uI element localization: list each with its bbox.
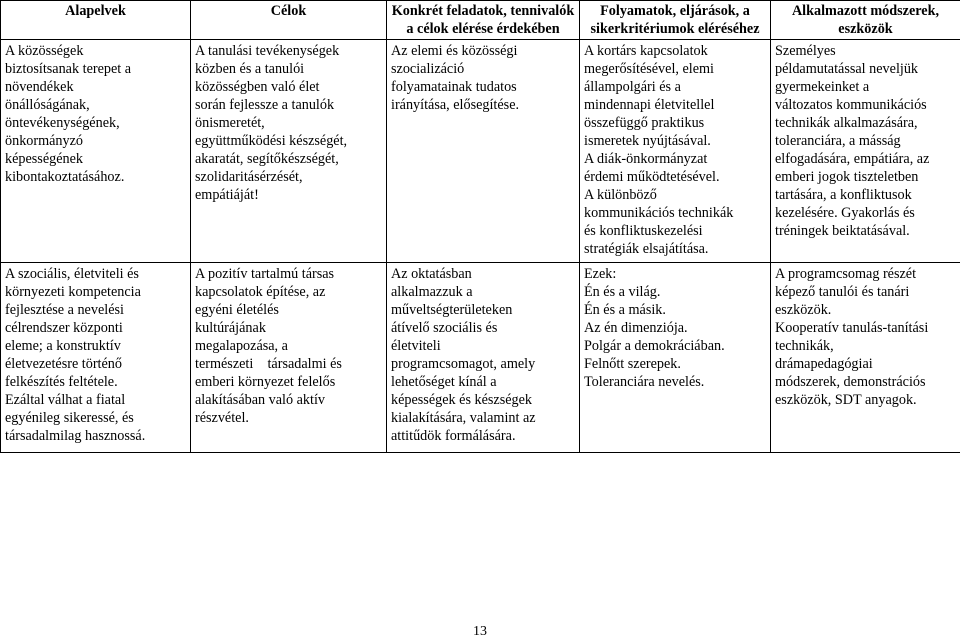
cell-line: részvétel.	[195, 410, 249, 426]
header-processes: Folyamatok, eljárások, a sikerkritériumok eléréséhez	[580, 1, 771, 40]
cell-line: A szociális, életviteli és	[5, 266, 139, 282]
cell-line: önkormányzó	[5, 133, 84, 149]
cell-line: gyermekeinket a	[775, 79, 870, 95]
cell-line: életviteli	[391, 338, 441, 354]
cell-line: eszközök, SDT anyagok.	[775, 392, 917, 408]
cell-line: A tanulási tevékenységek	[195, 43, 340, 59]
cell-method	[771, 263, 960, 453]
cell-line: alakításában való aktív	[195, 392, 326, 408]
cell-line: irányítása, elősegítése.	[391, 97, 520, 113]
cell-line: fejlesztése a nevelési	[5, 302, 124, 318]
cell-line: Az elemi és közösségi	[391, 43, 518, 59]
cell-task	[387, 40, 580, 263]
cell-line: összefüggő praktikus	[584, 115, 705, 131]
cell-line: kultúrájának	[195, 320, 266, 336]
cell-line: közösségben való élet	[195, 79, 320, 95]
cell-principle	[1, 40, 191, 263]
cell-line: kialakítására, valamint az	[391, 410, 536, 426]
cell-line: szocializáció	[391, 61, 465, 77]
cell-line: példamutatással neveljük	[775, 61, 919, 77]
header-principles: Alapelvek	[1, 1, 191, 40]
cell-line: megerősítésével, elemi	[584, 61, 715, 77]
table-row	[1, 40, 960, 263]
cell-principle	[1, 263, 191, 453]
cell-process	[580, 40, 771, 263]
cell-line: eszközök.	[775, 302, 832, 318]
cell-line: A diák-önkormányzat	[584, 151, 708, 167]
cell-line: felkészítés feltétele.	[5, 374, 118, 390]
cell-line: Kooperatív tanulás-tanítási	[775, 320, 929, 336]
header-methods: Alkalmazott módszerek, eszközök	[771, 1, 960, 40]
cell-task	[387, 263, 580, 453]
cell-line: attitűdök formálására.	[391, 428, 516, 444]
cell-line: képező tanulói és tanári	[775, 284, 910, 300]
cell-line: lehetőséget kínál a	[391, 374, 497, 390]
cell-line: emberi környezet felelős	[195, 374, 336, 390]
cell-line: képességek és készségek	[391, 392, 533, 408]
cell-line: mindennapi életvitellel	[584, 97, 715, 113]
cell-line: Toleranciára nevelés.	[584, 374, 705, 390]
cell-line: drámapedagógiai	[775, 356, 873, 372]
cell-line: egyénileg sikeressé, és	[5, 410, 134, 426]
cell-line: Az én dimenziója.	[584, 320, 688, 336]
cell-line: állampolgári és a	[584, 79, 681, 95]
cell-line: szolidaritásérzését,	[195, 169, 303, 185]
cell-line: technikák,	[775, 338, 834, 354]
cell-line: növendékek	[5, 79, 74, 95]
cell-line: eleme; a konstruktív	[5, 338, 121, 354]
cell-line: technikák alkalmazására,	[775, 115, 918, 131]
cell-line: toleranciára, a másság	[775, 133, 901, 149]
table-header-row	[1, 1, 960, 40]
cell-line: életvezetésre történő	[5, 356, 122, 372]
cell-line: változatos kommunikációs	[775, 97, 927, 113]
cell-line: és konfliktuskezelési	[584, 223, 703, 239]
cell-line: Én és a világ.	[584, 284, 661, 300]
cell-line: Én és a másik.	[584, 302, 666, 318]
cell-line: kapcsolatok építése, az	[195, 284, 326, 300]
cell-method	[771, 40, 960, 263]
cell-line: emberi jogok tiszteletben	[775, 169, 919, 185]
cell-line: folyamatainak tudatos	[391, 79, 517, 95]
header-goals: Célok	[191, 1, 387, 40]
cell-line: A különböző	[584, 187, 657, 203]
cell-line: A programcsomag részét	[775, 266, 917, 282]
cell-line: célrendszer központi	[5, 320, 123, 336]
page-number: 13	[473, 624, 487, 639]
cell-line: során fejlessze a tanulók	[195, 97, 335, 113]
cell-line: A kortárs kapcsolatok	[584, 43, 708, 59]
cell-line: Polgár a demokráciában.	[584, 338, 725, 354]
cell-line: közben és a tanulói	[195, 61, 305, 77]
cell-line: természeti társadalmi és	[195, 356, 342, 372]
cell-process	[580, 263, 771, 453]
cell-line: Személyes	[775, 43, 836, 59]
cell-line: együttműködési készségét,	[195, 133, 348, 149]
cell-line: műveltségterületeken	[391, 302, 513, 318]
cell-line: tréningek beiktatásával.	[775, 223, 910, 239]
cell-line: képességének	[5, 151, 83, 167]
cell-line: önállóságának,	[5, 97, 90, 113]
cell-line: környezeti kompetencia	[5, 284, 141, 300]
cell-line: átívelő szociális és	[391, 320, 498, 336]
cell-line: kezelésére. Gyakorlás és	[775, 205, 915, 221]
cell-line: stratégiák elsajátítása.	[584, 241, 709, 257]
cell-goal	[191, 40, 387, 263]
cell-line: Ezáltal válhat a fiatal	[5, 392, 126, 408]
cell-line: önismeretét,	[195, 115, 265, 131]
cell-line: Az oktatásban	[391, 266, 472, 282]
cell-line: empátiáját!	[195, 187, 259, 203]
cell-line: kibontakoztatásához.	[5, 169, 125, 185]
header-tasks: Konkrét feladatok, tennivalók a célok elérése érdekében	[387, 1, 580, 40]
cell-line: alkalmazzuk a	[391, 284, 473, 300]
cell-line: programcsomagot, amely	[391, 356, 536, 372]
cell-line: tartására, a konfliktusok	[775, 187, 912, 203]
table-row	[1, 263, 960, 453]
cell-line: egyéni életélés	[195, 302, 279, 318]
cell-line: társadalmilag hasznossá.	[5, 428, 146, 444]
cell-line: A közösségek	[5, 43, 84, 59]
cell-line: A pozitív tartalmú társas	[195, 266, 335, 282]
cell-line: elfogadására, empátiára, az	[775, 151, 930, 167]
cell-line: érdemi működtetésével.	[584, 169, 720, 185]
cell-line: biztosítsanak terepet a	[5, 61, 132, 77]
cell-line: kommunikációs technikák	[584, 205, 734, 221]
cell-line: megalapozása, a	[195, 338, 288, 354]
cell-line: akaratát, segítőkészségét,	[195, 151, 339, 167]
cell-line: Felnőtt szerepek.	[584, 356, 681, 372]
cell-line: Ezek:	[584, 266, 617, 282]
cell-line: módszerek, demonstrációs	[775, 374, 926, 390]
cell-line: ismeretek nyújtásával.	[584, 133, 711, 149]
cell-line: öntevékenységének,	[5, 115, 120, 131]
cell-goal	[191, 263, 387, 453]
